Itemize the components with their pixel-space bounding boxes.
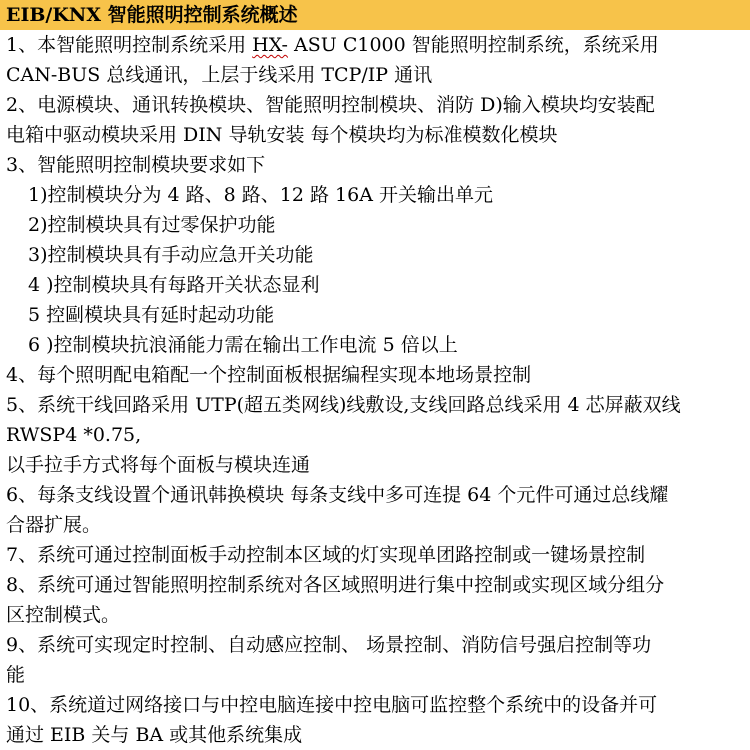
item-1-product-name: HX- [252, 34, 288, 56]
item-6-line-2: 合器扩展。 [6, 514, 102, 536]
item-3-sub-5: 5 控剾模块具有延时起动功能 [28, 304, 275, 326]
item-8-line-1: 8、系统可通过智能照明控制系统对各区域照明进行集中控制或实现区域分组分 [6, 574, 665, 596]
item-8-line-2: 区控制模式。 [6, 604, 121, 626]
item-1-line-1 [6, 30, 744, 60]
document-body [0, 30, 750, 750]
document-title: EIB/KNX 智能照明控制系统概述 [0, 0, 750, 30]
item-5-line-1: 5、系统干线回路采用 UTP(超五类网线)线敷设,支线回路总线采用 4 芯屏蔽双线 [6, 394, 681, 416]
item-9-line-2: 能 [6, 664, 26, 686]
item-3-sub-4: 4 )控制模块具有每路开关状态显利 [28, 274, 320, 296]
item-2-line-1: 2、电源模块、通讯转换模块、智能照明控制模块、消防 D)输入模块均安装配 [6, 94, 655, 116]
item-1-suffix: ASU C1000 智能照明控制系统，系统采用 [287, 34, 659, 56]
item-3-sub-3: 3)控制模块具有手动应急开关功能 [28, 244, 314, 266]
item-2-line-2: 电箱中驱动模块采用 DIN 导轨安装 每个模块均为标准模数化模块 [6, 124, 558, 146]
item-9-line-1: 9、系统可实现定时控制、自动感应控制、 场景控制、消防信号强启控制等功 [6, 634, 652, 656]
item-5-line-3: 以手拉手方式将每个面板与模块连通 [6, 454, 311, 476]
item-1-line-2: CAN-BUS 总线通讯，上层于线采用 TCP/IP 通讯 [6, 64, 433, 86]
item-3-sub-2: 2)控制模块具有过零保护功能 [28, 214, 276, 236]
item-3-sub-1: 1)控制模块分为 4 路、8 路、12 路 16A 开关输出单元 [28, 184, 493, 206]
item-1-prefix: 1、本智能照明控制系统采用 [6, 34, 253, 56]
item-10-line-2: 通过 EIB 关与 BA 或其他系统集成 [6, 724, 303, 746]
item-7: 7、系统可通过控制面板手动控制本区域的灯实现单团路控制或一键场景控制 [6, 544, 646, 566]
item-4: 4、每个照明配电箱配一个控制面板根据编程实现本地场景控制 [6, 364, 532, 386]
item-3-line-1: 3、智能照明控制模块要求如下 [6, 154, 266, 176]
item-3-sub-6: 6 )控制模块抗浪涌能力需在输出工作电流 5 倍以上 [28, 334, 458, 356]
item-10-line-1: 10、系统道过网络接口与中控电脑连接中控电脑可监控整个系统中的设备并可 [6, 694, 658, 716]
item-5-line-2: RWSP4 *0.75, [6, 424, 142, 446]
item-6-line-1: 6、每条支线设置个通讯韩换模块 每条支线中多可连提 64 个元件可通过总线耀 [6, 484, 669, 506]
